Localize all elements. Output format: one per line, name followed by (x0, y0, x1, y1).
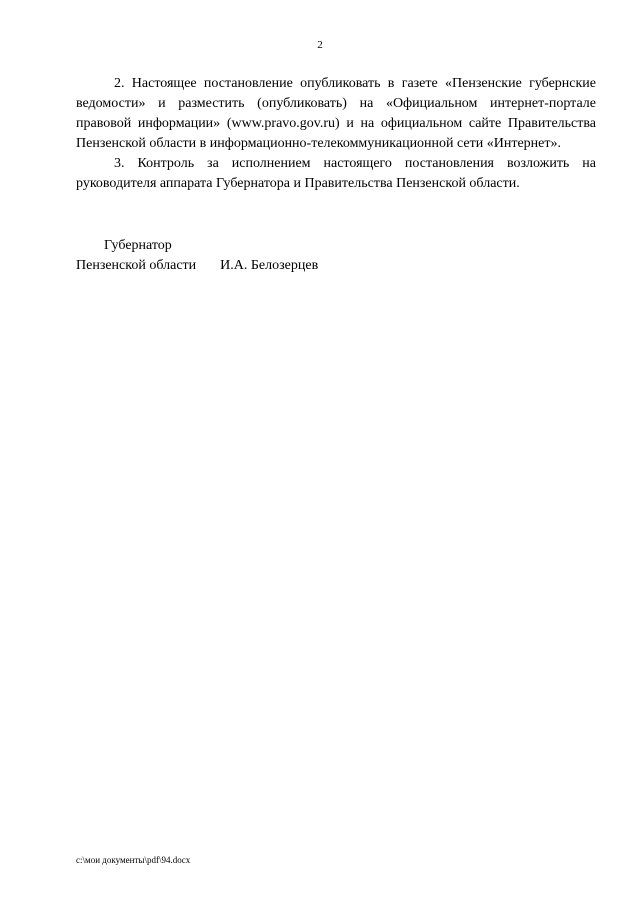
signatory-name: И.А. Белозерцев (220, 258, 319, 273)
page-number: 2 (317, 39, 323, 51)
document-body (76, 74, 596, 194)
paragraph-publication: 2. Настоящее постановление опубликовать в газете «Пензенские губернские ведомости» и разместить (опубликовать) на «Официальном интернет-портале правовой информации» (www.pravo.gov.ru) и на официальном сайте Правительства Пензенской области в информационно-телекоммуникационной сети «Интернет». (76, 76, 596, 151)
signature-block (76, 236, 318, 276)
paragraph-control: 3. Контроль за исполнением настоящего постановления возложить на руководителя аппарата Губернатора и Правительства Пензенской области. (76, 156, 596, 191)
signature-row (76, 256, 318, 276)
signature-title-line1: Губернатор (104, 238, 172, 253)
footer-file-path: c:\мои документы\pdf\94.docx (76, 855, 191, 865)
signature-title-line2: Пензенской области (76, 258, 197, 273)
